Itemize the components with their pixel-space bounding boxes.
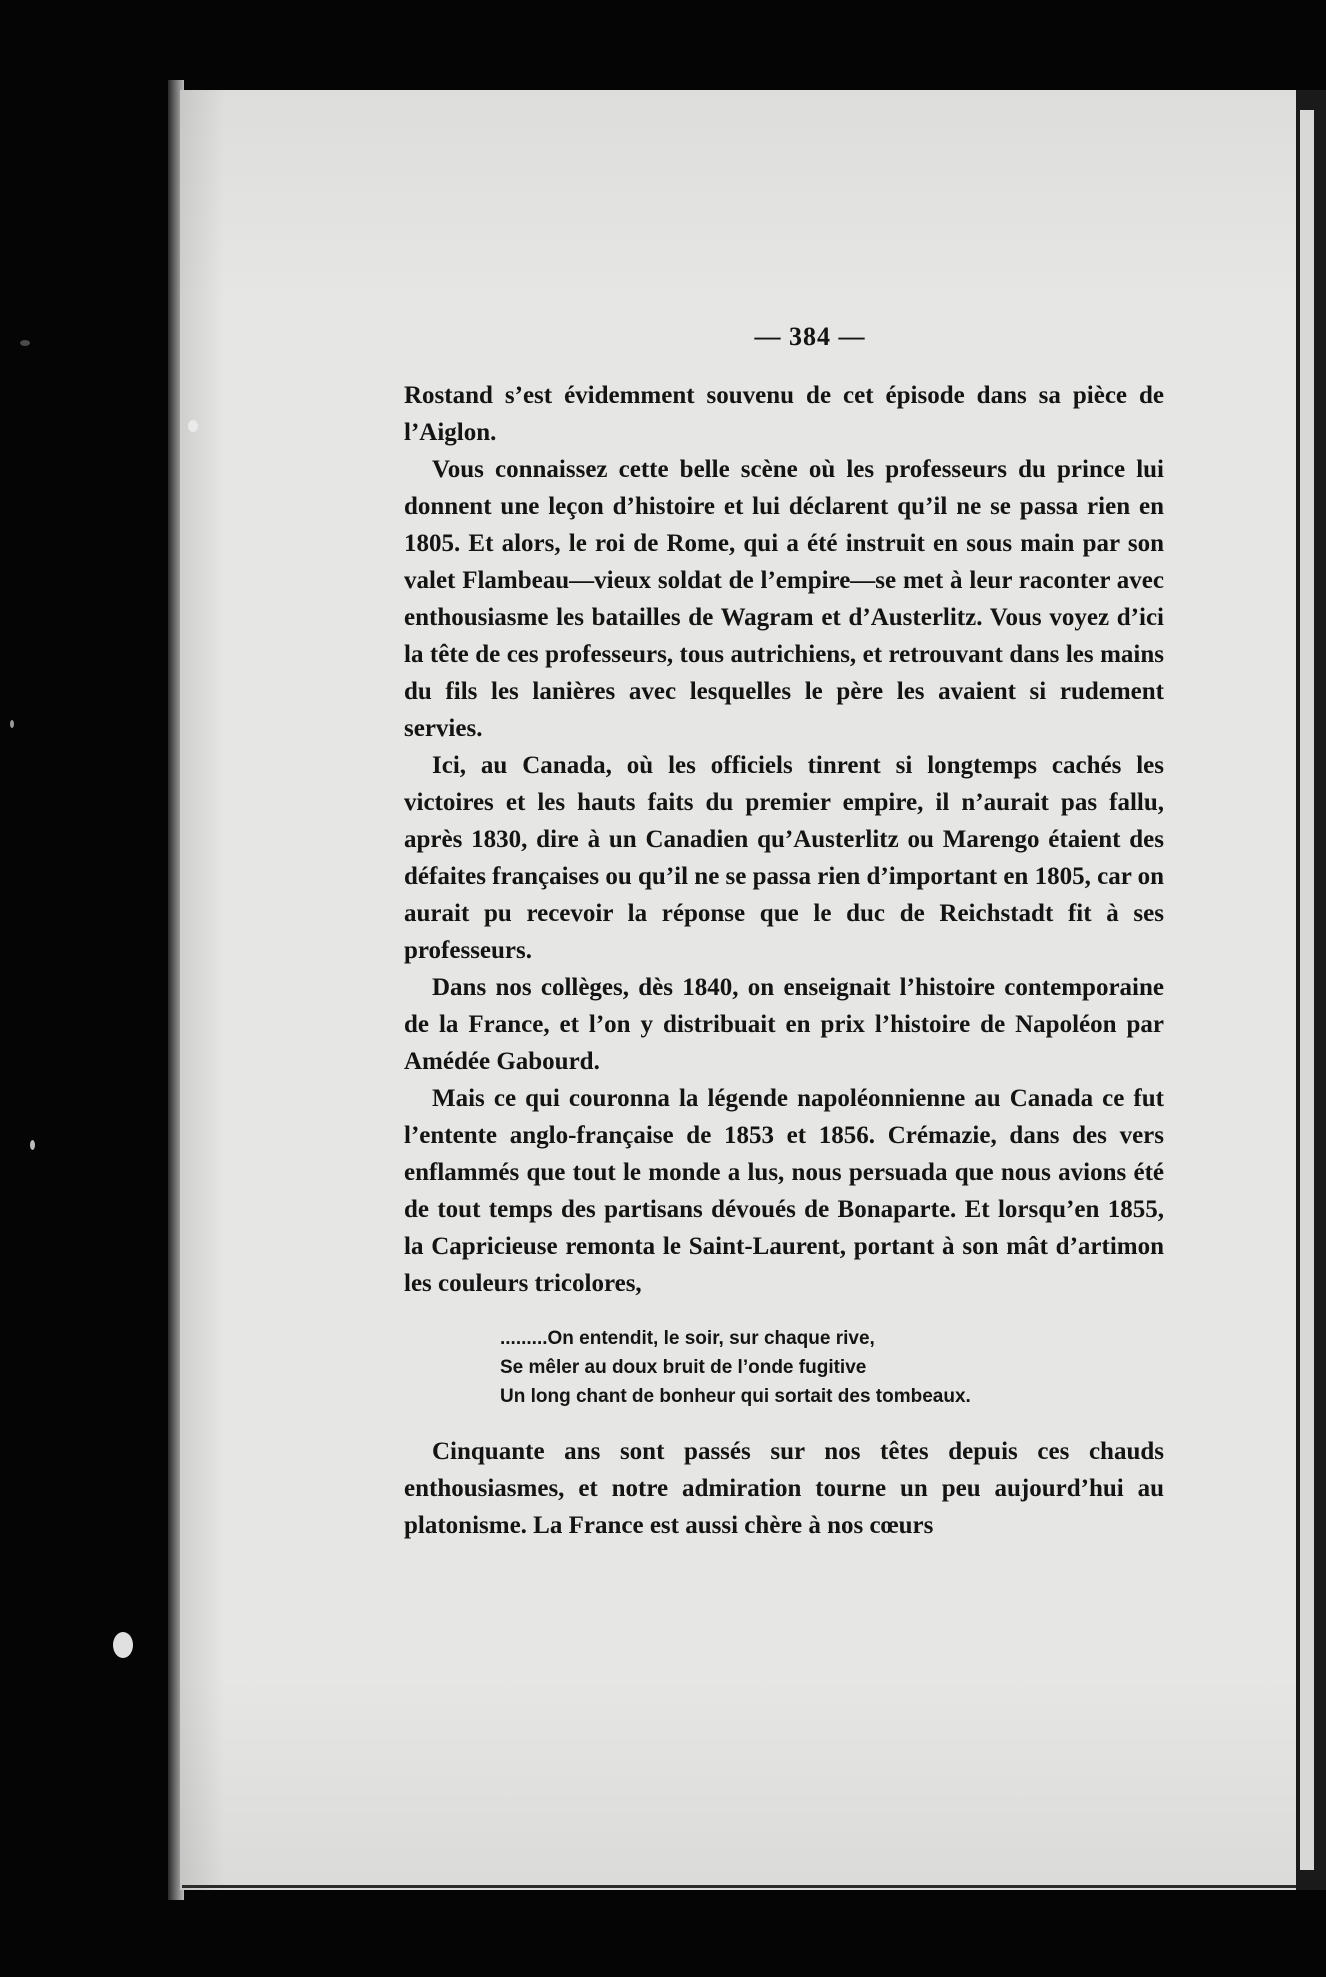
paragraph: Cinquante ans sont passés sur nos têtes depuis ces chauds enthousiasmes, et notre admiration tourne un peu aujourd’hui au platonisme. La France est aussi chère à nos cœurs (404, 1438, 1164, 1539)
verse-line: .........On entendit, le soir, sur chaque rive, (500, 1328, 875, 1349)
scan-speck (188, 420, 198, 432)
verse-line: Un long chant de bonheur qui sortait des tombeaux. (500, 1386, 971, 1407)
paragraph: Vous connaissez cette belle scène où les professeurs du prince lui donnent une leçon d’histoire et lui déclarent qu’il ne se passa rien en 1805. Et alors, le roi de Rome, qui a été instruit en sous main par son valet Flambeau—vieux soldat de l’empire—se met à leur raconter avec enthousiasme les batailles de Wagram et d’Austerlitz. Vous voyez d’ici la tête de ces professeurs, tous autrichiens, et retrouvant dans les mains du fils les lanières avec lesquelles le père les avaient si rudement servies. (404, 456, 1164, 742)
scan-speck (30, 1140, 35, 1150)
scan-speck (20, 340, 30, 346)
verse-quotation (500, 1324, 1164, 1411)
scan-speck (113, 1632, 133, 1658)
paragraph: Rostand s’est évidemment souvenu de cet épisode dans sa pièce de l’Aiglon. (404, 382, 1164, 446)
scan-speck (10, 720, 14, 728)
page-bottom-edge (182, 1885, 1296, 1888)
paragraph: Dans nos collèges, dès 1840, on enseignait l’histoire contemporaine de la France, et l’on y distribuait en prix l’histoire de Napoléon par Amédée Gabourd. (404, 974, 1164, 1075)
page-number: — 384 — (754, 322, 866, 351)
paragraph: Ici, au Canada, où les officiels tinrent si longtemps cachés les victoires et les hauts faits du premier empire, il n’aurait pas fallu, après 1830, dire à un Canadien qu’Austerlitz ou Marengo étaient des défaites françaises ou qu’il ne se passa rien d’important en 1805, car on aurait pu recevoir la réponse que le duc de Reichstadt fit à ses professeurs. (404, 752, 1164, 964)
paragraph: Mais ce qui couronna la légende napoléonnienne au Canada ce fut l’entente anglo-française de 1853 et 1856. Crémazie, dans des vers enflammés que tout le monde a lus, nous persuada que nous avions été de tout temps des partisans dévoués de Bonaparte. Et lorsqu’en 1855, la Capricieuse remonta le Saint-Laurent, portant à son mât d’artimon les couleurs tricolores, (404, 1085, 1164, 1297)
page-text (404, 318, 1164, 1544)
verse-line: Se mêler au doux bruit de l’onde fugitive (500, 1357, 867, 1378)
next-page-strip (1300, 110, 1314, 1870)
